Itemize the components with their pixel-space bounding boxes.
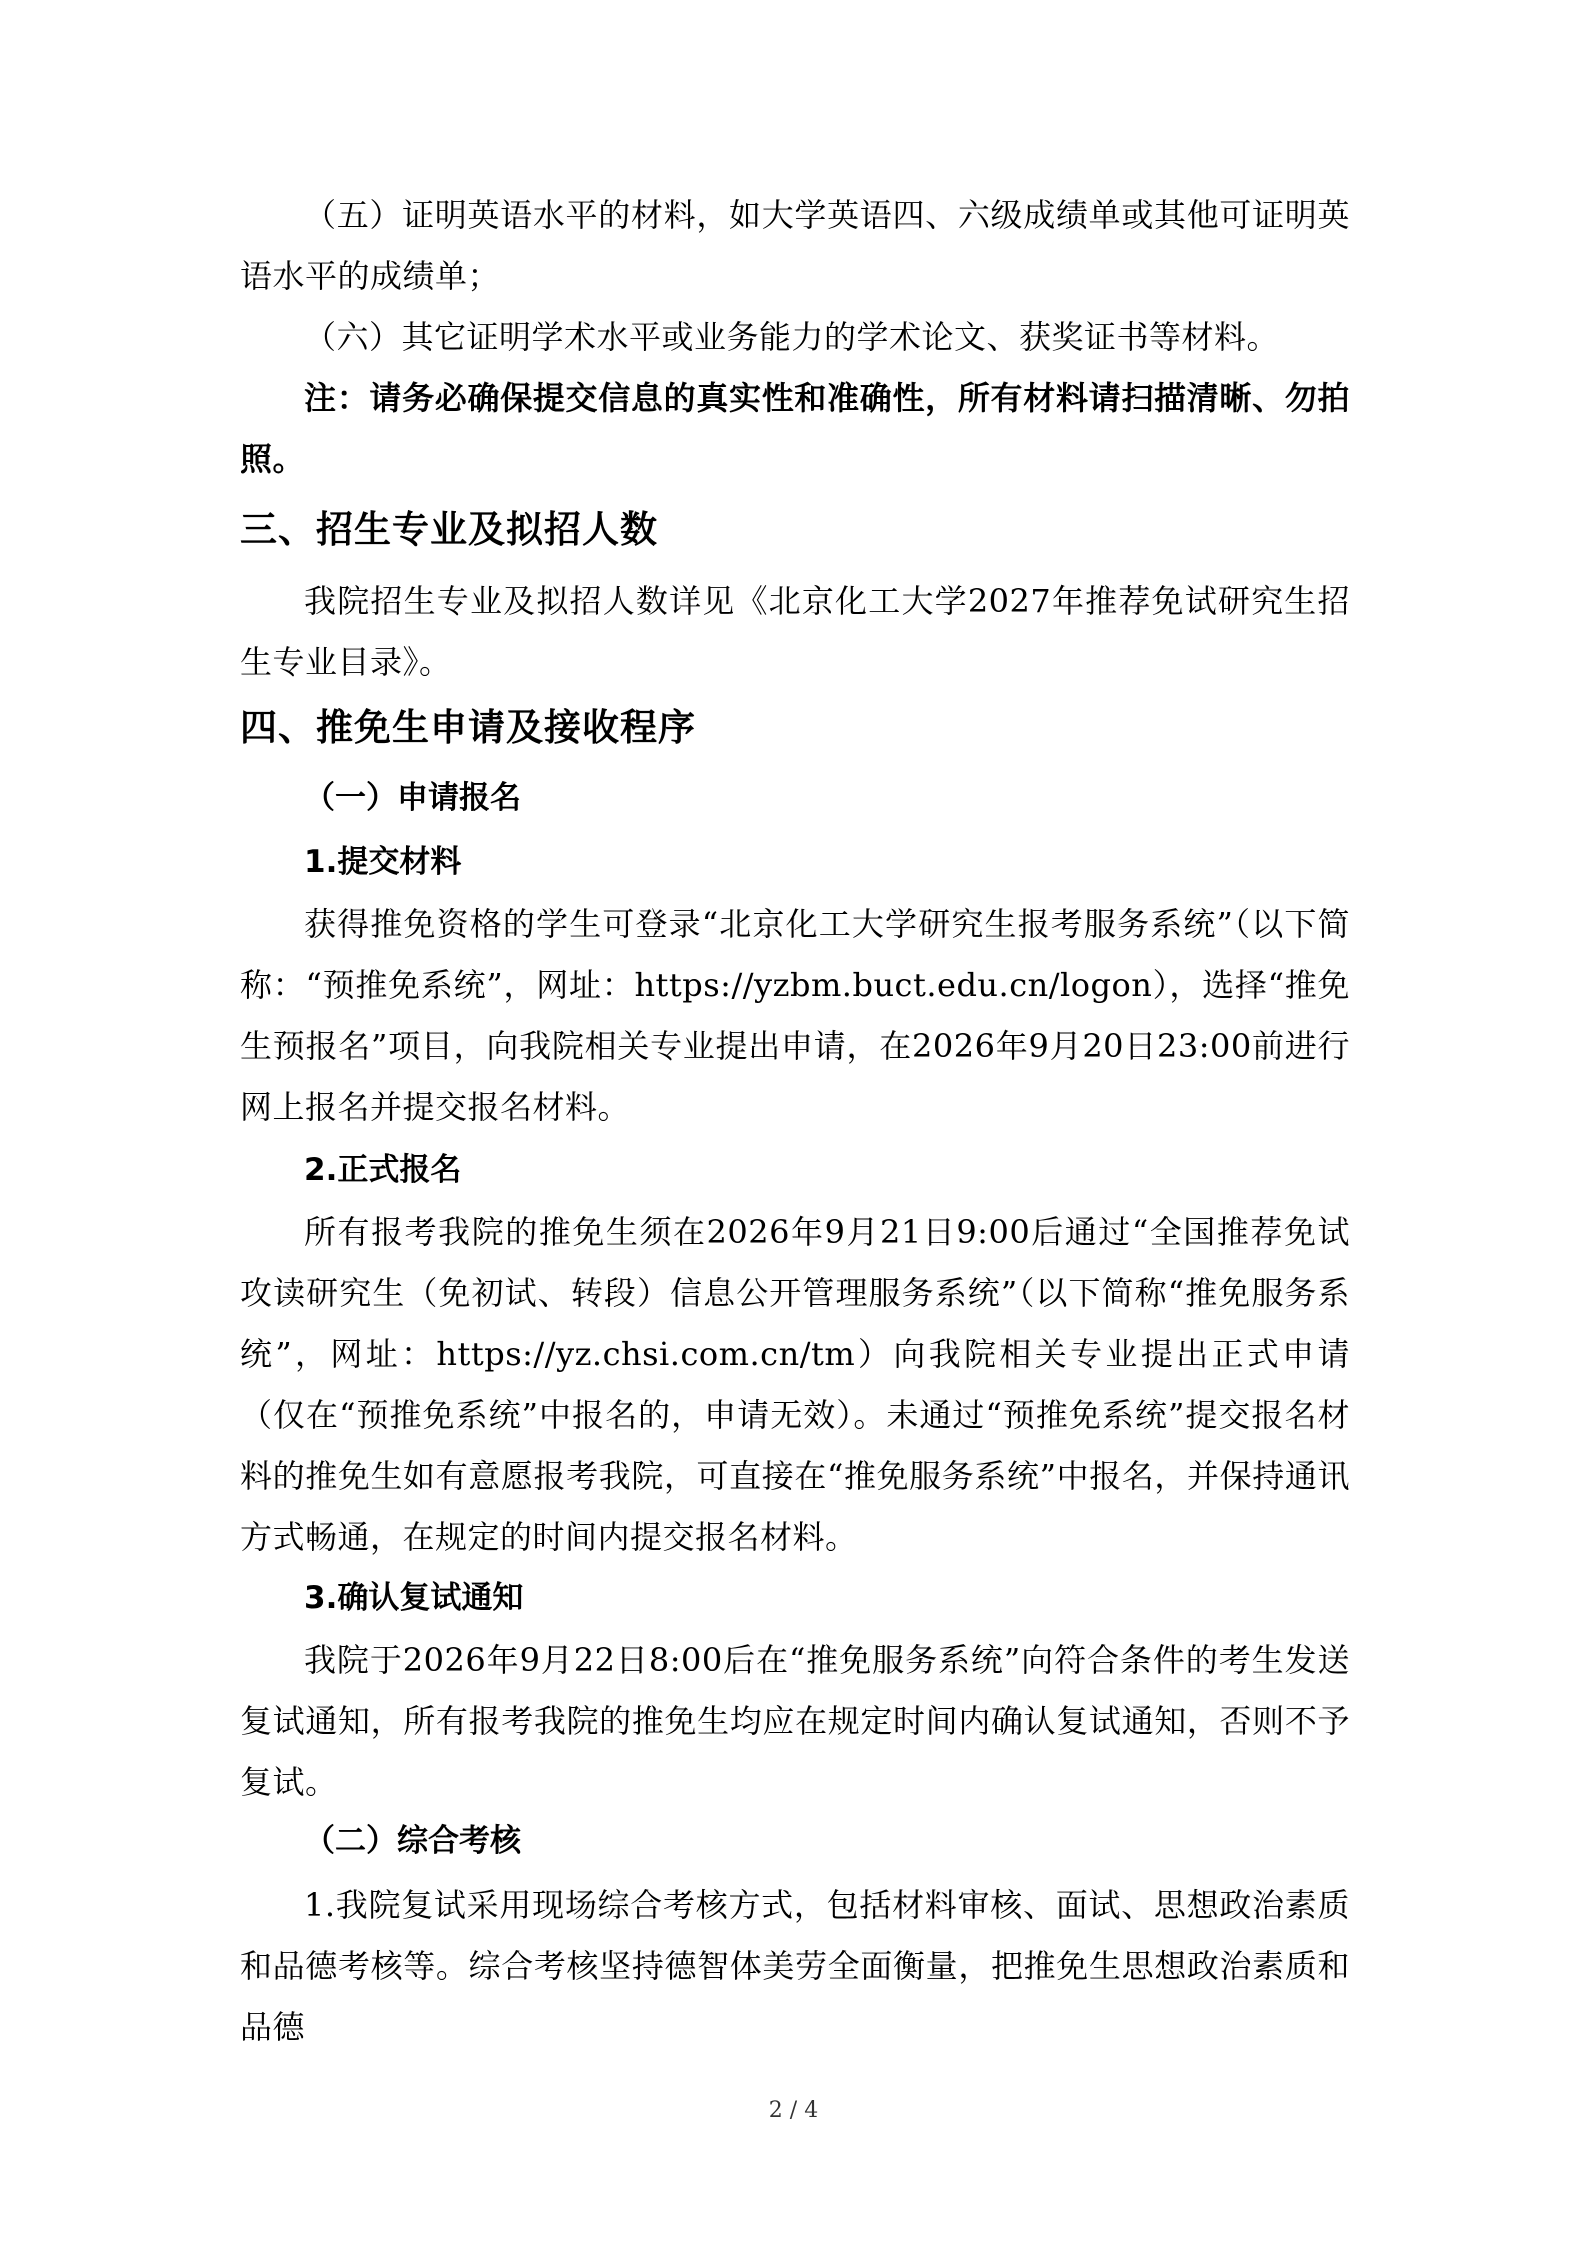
paragraph-item-5: （五）证明英语水平的材料，如大学英语四、六级成绩单或其他可证明英语水平的成绩单； [240,196,1350,295]
subheading-confirm-notice: 3.确认复试通知 [304,1580,524,1616]
subheading-submit-materials: 1.提交材料 [304,844,462,880]
paragraph-item-6: （六）其它证明学术水平或业务能力的学术论文、获奖证书等材料。 [304,318,1280,356]
paragraph-confirm-notice: 我院于2026年9月22日8:00后在“推免服务系统”向符合条件的考生发送复试通知，所有报考我院的推免生均应在规定时间内确认复试通知，否则不予复试。 [240,1641,1350,1801]
subheading-formal-registration: 2.正式报名 [304,1152,462,1188]
paragraph-formal-registration: 所有报考我院的推免生须在2026年9月21日9:00后通过“全国推荐免试攻读研究生（免初试、转段）信息公开管理服务系统”（以下简称“推免服务系统”，网址：https://yz.chsi.com.cn/tm）向我院相关专业提出正式申请（仅在“预推免系统”中报名的，申请无效）。未通过“预推免系统”提交报名材料的推免生如有意愿报考我院，可直接在“推免服务系统”中报名，并保持通讯方式畅通，在规定的时间内提交报名材料。 [240,1213,1350,1556]
section-heading-3: 三、招生专业及拟招人数 [240,508,658,551]
paragraph-submit-materials: 获得推免资格的学生可登录“北京化工大学研究生报考服务系统”（以下简称：“预推免系统”，网址：https://yzbm.buct.edu.cn/logon），选择“推免生预报名”项目，向我院相关专业提出申请，在2026年9月20日23:00前进行网上报名并提交报名材料。 [240,905,1350,1126]
subheading-application: （一）申请报名 [304,780,521,816]
paragraph-assessment: 1.我院复试采用现场综合考核方式，包括材料审核、面试、思想政治素质和品德考核等。综合考核坚持德智体美劳全面衡量，把推免生思想政治素质和品德 [240,1886,1350,2046]
section-heading-4: 四、推免生申请及接收程序 [240,706,696,749]
paragraph-majors: 我院招生专业及拟招人数详见《北京化工大学2027年推荐免试研究生招生专业目录》。 [240,582,1350,681]
subheading-comprehensive-assessment: （二）综合考核 [304,1823,521,1859]
page-number: 2 / 4 [768,2098,819,2123]
note-paragraph: 注：请务必确保提交信息的真实性和准确性，所有材料请扫描清晰、勿拍照。 [240,379,1350,478]
